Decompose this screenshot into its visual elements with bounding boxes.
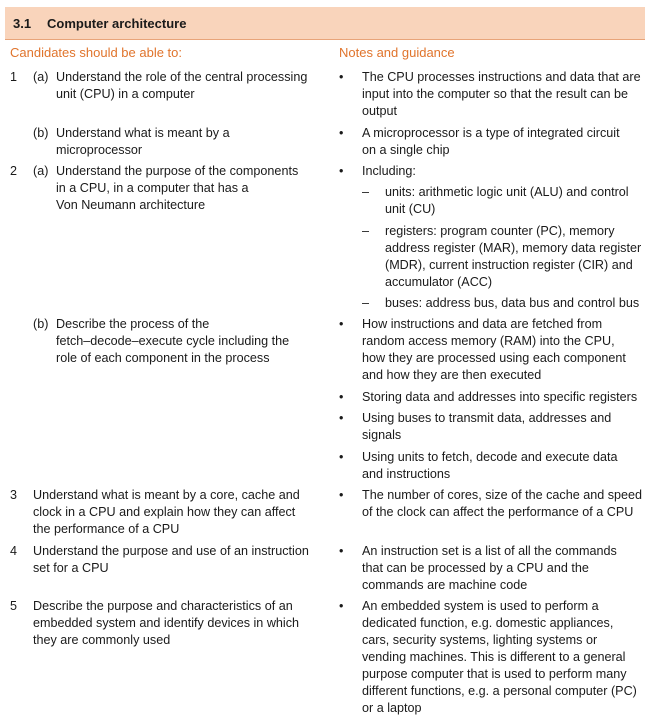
note-line: cars, security systems, lighting systems or xyxy=(362,633,598,647)
objective-line: clock in a CPU and explain how they can affect xyxy=(33,505,296,519)
objective-sub-label: (b) xyxy=(33,317,49,331)
section-header xyxy=(5,7,645,40)
bullet-marker: • xyxy=(339,390,344,404)
column-heading-notes: Notes and guidance xyxy=(339,45,455,60)
objective-line: in a CPU, in a computer that has a xyxy=(56,181,249,195)
note-line: A microprocessor is a type of integrated circuit xyxy=(362,126,620,140)
note-line: buses: address bus, data bus and control bus xyxy=(385,296,640,310)
note-line: Storing data and addresses into specific registers xyxy=(362,390,638,404)
objective-line: Understand the purpose of the components xyxy=(56,164,299,178)
note-line: vending machines. This is different to a general xyxy=(362,650,626,664)
note-line: different functions, e.g. a personal computer (PC) xyxy=(362,684,637,698)
bullet-marker: • xyxy=(339,317,344,331)
dash-marker: – xyxy=(362,224,370,238)
bullet-marker: • xyxy=(339,488,344,502)
note-line: or a laptop xyxy=(362,701,422,715)
objective-line: Describe the process of the xyxy=(56,317,210,331)
note-line: The number of cores, size of the cache and speed xyxy=(362,488,643,502)
note-line: purpose computer that is used to perform many xyxy=(362,667,627,681)
objective-number: 3 xyxy=(10,488,18,502)
note-line: accumulator (ACC) xyxy=(385,275,493,289)
note-line: How instructions and data are fetched from xyxy=(362,317,603,331)
note-line: An embedded system is used to perform a xyxy=(362,599,599,613)
note-line: units: arithmetic logic unit (ALU) and control xyxy=(385,185,629,199)
note-line: and instructions xyxy=(362,467,451,481)
objective-line: role of each component in the process xyxy=(56,351,270,365)
note-line: random access memory (RAM) into the CPU, xyxy=(362,334,615,348)
note-line: and how they are then executed xyxy=(362,368,542,382)
column-heading-candidates: Candidates should be able to: xyxy=(10,45,183,60)
note-line: output xyxy=(362,104,398,118)
note-line: input into the computer so that the result can be xyxy=(362,87,629,101)
dash-marker: – xyxy=(362,296,370,310)
bullet-marker: • xyxy=(339,164,344,178)
note-line: Using units to fetch, decode and execute data xyxy=(362,450,618,464)
objective-number: 4 xyxy=(10,544,18,558)
objective-sub-label: (a) xyxy=(33,70,49,84)
note-line: Using buses to transmit data, addresses and xyxy=(362,411,612,425)
note-line: dedicated function, e.g. domestic appliances, xyxy=(362,616,614,630)
note-line: how they are processed using each component xyxy=(362,351,626,365)
objective-line: Von Neumann architecture xyxy=(56,198,206,212)
note-line: The CPU processes instructions and data that are xyxy=(362,70,641,84)
bullet-marker: • xyxy=(339,411,344,425)
note-line: signals xyxy=(362,428,402,442)
objective-line: unit (CPU) in a computer xyxy=(56,87,195,101)
objective-sub-label: (b) xyxy=(33,126,49,140)
objective-line: Understand what is meant by a core, cache and xyxy=(33,488,300,502)
bullet-marker: • xyxy=(339,126,344,140)
objective-line: Understand the purpose and use of an instruction xyxy=(33,544,309,558)
note-line: address register (MAR), memory data register xyxy=(385,241,642,255)
bullet-marker: • xyxy=(339,599,344,613)
note-line: registers: program counter (PC), memory xyxy=(385,224,615,238)
objective-line: embedded system and identify devices in which xyxy=(33,616,300,630)
objective-line: Describe the purpose and characteristics of an xyxy=(33,599,293,613)
note-line: that can be processed by a CPU and the xyxy=(362,561,589,575)
bullet-marker: • xyxy=(339,70,344,84)
objective-sub-label: (a) xyxy=(33,164,49,178)
note-line: (MDR), current instruction register (CIR) and xyxy=(385,258,633,272)
objective-number: 2 xyxy=(10,164,18,178)
bullet-marker: • xyxy=(339,544,344,558)
note-line: of the clock can affect the performance of a CPU xyxy=(362,505,634,519)
note-line: commands are machine code xyxy=(362,578,528,592)
objective-line: set for a CPU xyxy=(33,561,109,575)
section-number: 3.1 xyxy=(13,16,32,31)
objective-line: Understand the role of the central processing xyxy=(56,70,308,84)
objective-line: fetch–decode–execute cycle including the xyxy=(56,334,290,348)
note-line: Including: xyxy=(362,164,416,178)
objective-line: the performance of a CPU xyxy=(33,522,180,536)
objective-line: they are commonly used xyxy=(33,633,171,647)
note-line: An instruction set is a list of all the commands xyxy=(362,544,617,558)
objective-number: 1 xyxy=(10,70,18,84)
bullet-marker: • xyxy=(339,450,344,464)
objective-line: microprocessor xyxy=(56,143,143,157)
note-line: on a single chip xyxy=(362,143,450,157)
objective-number: 5 xyxy=(10,599,18,613)
note-line: unit (CU) xyxy=(385,202,436,216)
dash-marker: – xyxy=(362,185,370,199)
objective-line: Understand what is meant by a xyxy=(56,126,230,140)
section-title: Computer architecture xyxy=(47,16,187,31)
